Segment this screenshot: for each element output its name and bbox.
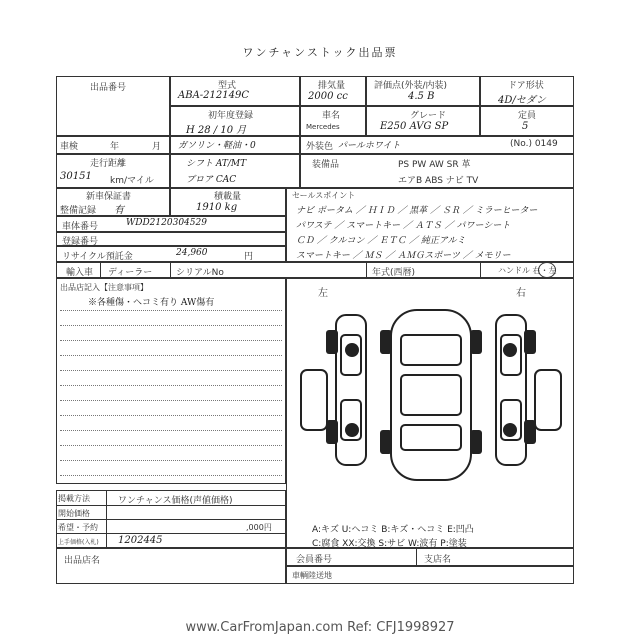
branch-label: 支店名 (424, 555, 452, 565)
warranty-value: 有 (114, 205, 124, 216)
price-desired-label: 希望・予約 (58, 523, 98, 532)
diagram-legend-row1: A:キズ U:ヘコミ B:キズ・ヘコミ E:凹凸 (312, 525, 474, 535)
mileage-label: 走行距離 (90, 159, 127, 169)
import-divider-3 (366, 262, 367, 278)
color-no: (No.) 0149 (510, 139, 558, 149)
import-divider-2 (170, 262, 171, 278)
equipment-label: 装備品 (312, 160, 340, 170)
loadcap-label: 積載量 (214, 192, 242, 202)
serial-no-label: シリアルNo (176, 268, 224, 278)
color-value: パールホワイト (338, 141, 401, 151)
recycle-value: 24,960 (176, 248, 208, 258)
color-label: 外装色 (306, 142, 334, 152)
vin-label: 車体番号 (62, 222, 99, 232)
transport-label: 車輌陸送地 (292, 571, 332, 580)
equipment-row1: PS PW AW SR 革 (398, 160, 471, 170)
watermark: www.CarFromJapan.com Ref: CFJ1998927 (185, 620, 455, 635)
car-name-value: Mercedes (306, 123, 340, 131)
price-desired-value: ,000円 (246, 523, 272, 532)
loadcap-value: 1910 kg (196, 202, 238, 213)
price-method-label: 掲載方法 (58, 494, 90, 503)
car-diagram-icon (296, 290, 566, 500)
price-rule-2 (56, 519, 286, 520)
grade-label: グレード (410, 111, 447, 121)
price-rule-1 (56, 505, 286, 506)
member-divider (416, 548, 417, 566)
door-value: 4D/セダン (498, 95, 546, 106)
price-rule-3 (56, 533, 286, 534)
price-method-value: ワンチャンス価格(声値価格) (118, 496, 233, 506)
serial-label: 出品番号 (90, 83, 127, 93)
sales-points-line4: スマートキー ／ ＭＳ ／ ＡＭＧスポーツ ／ メモリー (296, 251, 511, 261)
price-estimate-label: 上手価格(入札) (58, 539, 99, 546)
grade-value: E250 AVG SP (380, 121, 449, 132)
import-divider-4 (480, 262, 481, 278)
sales-points-line3: ＣＤ ／ クルコン ／ ＥＴＣ ／ 純正アルミ (296, 236, 466, 246)
displacement-label: 排気量 (318, 81, 346, 91)
fuel-value: ガソリン・軽油・0 (178, 141, 256, 151)
rating-label: 評価点(外装/内装) (374, 81, 448, 91)
diagram-right-label: 右 (516, 288, 526, 299)
dealer-label: ディーラー (108, 268, 153, 278)
capacity-value: 5 (522, 121, 529, 132)
first-reg-value: H 28 / 10 月 (186, 125, 247, 136)
mileage-unit: km/マイル (110, 176, 154, 186)
sales-points-line2: パワステ ／ スマートキー ／ ＡＴＳ ／ パワーシート (296, 221, 511, 231)
inspection-month: 月 (152, 142, 162, 152)
page-title: ワンチャンストック出品票 (242, 46, 398, 59)
shop-label: 出品店名 (64, 556, 101, 566)
diagram-left-label: 左 (318, 288, 328, 299)
car-name-label: 車名 (322, 111, 341, 121)
regno-label: 登録番号 (62, 237, 99, 247)
member-label: 会員番号 (296, 555, 333, 565)
equipment-row2: エアB ABS ナビ TV (398, 176, 479, 186)
notes-box (56, 278, 286, 484)
door-label: ドア形状 (508, 81, 544, 91)
mileage-value: 30151 (60, 171, 92, 182)
price-start-label: 開始価格 (58, 509, 90, 518)
import-divider-1 (100, 262, 101, 278)
sales-points-label: セールスポイント (292, 191, 356, 200)
sales-points-line1: ナビ ポータム ／ ＨＩＤ ／ 黒革 ／ ＳＲ ／ ミラーヒーター (296, 206, 538, 216)
warranty-label: 新車保証書 (86, 192, 132, 202)
diagram-legend-row2: C:腐食 XX:交換 S:サビ W:波有 P:塗装 (312, 539, 467, 549)
price-estimate-value: 1202445 (118, 535, 163, 546)
model-year-label: 年式(西暦) (372, 268, 416, 278)
rating-value: 4.5 B (408, 91, 435, 102)
capacity-label: 定員 (518, 111, 537, 121)
vin-value: WDD2120304529 (126, 218, 207, 228)
import-label: 輸入車 (66, 268, 94, 278)
handle-label: ハンドル 右・左 (498, 266, 557, 275)
notes-label: 出品店記入【注意事項】 (60, 283, 148, 292)
maintenance-label: 整備記録 (60, 206, 97, 216)
displacement-value: 2000 cc (308, 91, 348, 102)
model-value: ABA-212149C (178, 90, 249, 101)
inspection-year: 年 (110, 142, 120, 152)
notes-line1: ※各種傷・ヘコミ有り AW傷有 (88, 298, 215, 308)
handle-circle (538, 262, 556, 278)
recycle-unit: 円 (244, 252, 254, 262)
inspection-label: 車検 (60, 142, 79, 152)
recycle-label: リサイクル預託金 (62, 252, 133, 262)
model-label: 型式 (218, 81, 237, 91)
shift-value: シフト AT/MT (186, 159, 247, 169)
first-reg-label: 初年度登録 (208, 111, 254, 121)
shift-sub: ブロア CAC (186, 175, 237, 185)
